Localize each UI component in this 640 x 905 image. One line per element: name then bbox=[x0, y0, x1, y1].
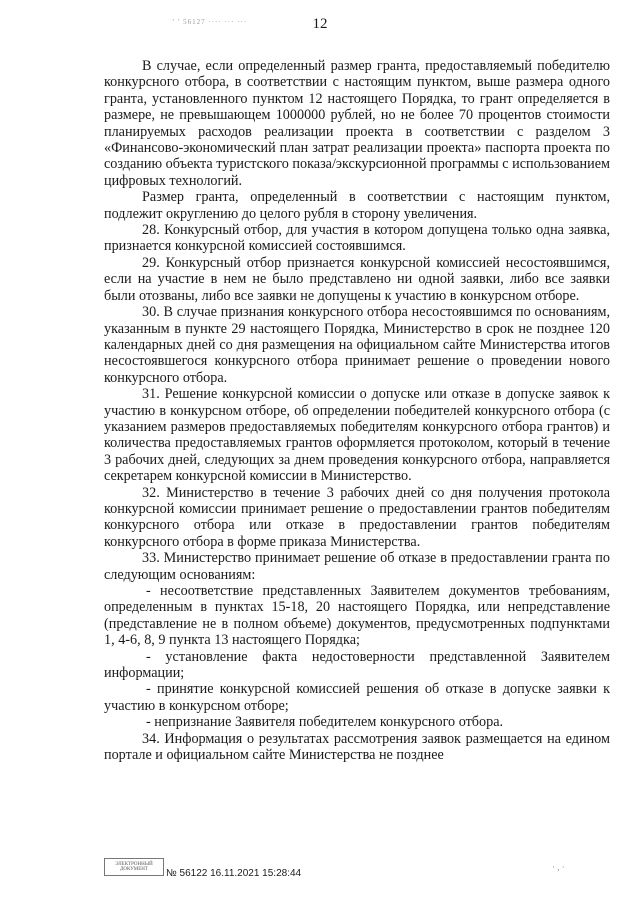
stamp-label: ЭЛЕКТРОННЫЙ ДОКУМЕНТ bbox=[115, 862, 153, 872]
list-item: - непризнание Заявителя победителем конкурсного отбора. bbox=[146, 714, 504, 731]
paragraph-28: 28. Конкурсный отбор, для участия в котором допущена только одна заявка, признается конкурсной комиссией состоявшимся. bbox=[104, 222, 610, 255]
paragraph-32: 32. Министерство в течение 3 рабочих дней со дня получения протокола конкурсной комиссии принимает решение о предоставлении грантов победителям конкурсного отбора или отказе в предоставлении грантов победителям конкурсного отбора в форме приказа Министерства. bbox=[104, 484, 610, 550]
electronic-document-stamp bbox=[104, 858, 164, 876]
header-noise: ’ ’ 56127 ···· ··· ··· bbox=[172, 18, 248, 26]
paragraph-33: 33. Министерство принимает решение об отказе в предоставлении гранта по следующим основаниям: bbox=[104, 550, 610, 583]
paragraph-31: 31. Решение конкурсной комиссии о допуске или отказе в допуске заявок к участию в конкурсном отборе, об определении победителей конкурсного отбора (с указанием размеров предоставляемых победителям конкурсного отбора грантов) и количества предоставляемых грантов оформляется протоколом, который в течение 3 рабочих дней, следующих за днем проведения конкурсного отбора, направляется секретарем конкурсной комиссии в Министерство. bbox=[104, 386, 610, 485]
document-body bbox=[104, 58, 610, 763]
list-item: - установление факта недостоверности представленной Заявителем информации; bbox=[104, 648, 610, 682]
paragraph-rounding: Размер гранта, определенный в соответствии с настоящим пунктом, подлежит округлению до целого рубля в сторону увеличения. bbox=[104, 189, 610, 222]
list-item: - несоответствие представленных Заявителем документов требованиям, определенным в пунктах 15-18, 20 настоящего Порядка, или непредставление (представление не в полном объеме) документов, предусмотренных подпунктами 1, 4-6, 8, 9 пункта 13 настоящего Порядка; bbox=[104, 583, 610, 649]
paragraph-grant-cap: В случае, если определенный размер гранта, предоставляемый победителю конкурсного отбора, в соответствии с настоящим пунктом, выше размера одного гранта, установленного пунктом 12 настоящего Порядка, то грант определяется в размере, не превышающем 1000000 рублей, но не более 70 процентов стоимости планируемых расходов реализации проекта в соответствии с разделом 3 «Финансово-экономический план затрат реализации проекта» паспорта проекта по созданию объекта туристского показа/экскурсионной программы с использованием цифровых технологий. bbox=[104, 58, 610, 189]
document-registration-info: № 56122 16.11.2021 15:28:44 bbox=[166, 868, 302, 879]
page-number: 12 bbox=[312, 16, 328, 32]
paragraph-34: 34. Информация о результатах рассмотрения заявок размещается на едином портале и официальном сайте Министерства не позднее bbox=[104, 730, 610, 764]
paragraph-29: 29. Конкурсный отбор признается конкурсной комиссией несостоявшимся, если на участие в нем не было представлено ни одной заявки, либо все заявки были отозваны, либо все заявки не допущены к участию в конкурсном отборе. bbox=[104, 254, 610, 304]
paragraph-30: 30. В случае признания конкурсного отбора несостоявшимся по основаниям, указанным в пункте 29 настоящего Порядка, Министерство в срок не позднее 120 календарных дней со дня размещения на официальном сайте Министерства итогов несостоявшегося конкурсного отбора принимает решение о проведении нового конкурсного отбора. bbox=[104, 304, 610, 386]
scan-mark: · , · bbox=[552, 862, 565, 872]
list-item: - принятие конкурсной комиссией решения об отказе в допуске заявки к участию в конкурсном отборе; bbox=[104, 681, 610, 714]
